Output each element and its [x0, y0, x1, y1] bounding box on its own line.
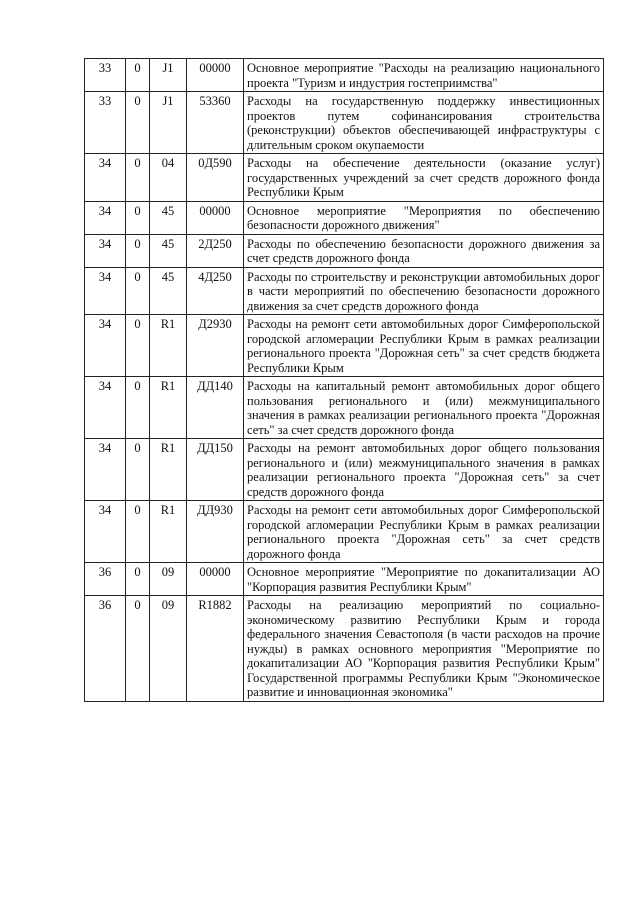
- subprogram-code-cell: 0: [126, 596, 150, 702]
- program-code-cell: 34: [85, 439, 126, 501]
- table-row: [85, 267, 604, 315]
- activity-code-cell: 45: [150, 234, 187, 267]
- activity-code-cell: J1: [150, 59, 187, 92]
- expense-code-cell: 00000: [187, 201, 244, 234]
- program-code-cell: 34: [85, 501, 126, 563]
- description-cell: Основное мероприятие "Мероприятие по докапитализации АО "Корпорация развития Республики Крым": [244, 563, 604, 596]
- program-code-cell: 34: [85, 377, 126, 439]
- expense-code-cell: ДД930: [187, 501, 244, 563]
- description-cell: Расходы на ремонт сети автомобильных дорог Симферопольской городской агломерации Республики Крым в рамках реализации регионального проекта "Дорожная сеть" за счет средств бюджета Республики Крым: [244, 315, 604, 377]
- subprogram-code-cell: 0: [126, 59, 150, 92]
- description-cell: Расходы на реализацию мероприятий по социально-экономическому развитию Республики Крым и города федерального значения Севастополя (в части расходов на прочие нужды) в рамках основного мероприятия "Мероприятие по докапитализации АО "Корпорация развития Республики Крым" Государственной программы Республики Крым "Экономическое развитие и инновационная экономика": [244, 596, 604, 702]
- program-code-cell: 34: [85, 154, 126, 202]
- expense-code-cell: Д2930: [187, 315, 244, 377]
- description-cell: Расходы на ремонт сети автомобильных дорог Симферопольской городской агломерации Республики Крым в рамках реализации регионального проекта "Дорожная сеть" за счет средств дорожного фонда: [244, 501, 604, 563]
- description-cell: Расходы на государственную поддержку инвестиционных проектов путем софинансирования строительства (реконструкции) объектов обеспечивающей инфраструктуры с длительным сроком окупаемости: [244, 92, 604, 154]
- subprogram-code-cell: 0: [126, 501, 150, 563]
- subprogram-code-cell: 0: [126, 201, 150, 234]
- table-row: [85, 201, 604, 234]
- activity-code-cell: R1: [150, 315, 187, 377]
- table-row: [85, 563, 604, 596]
- activity-code-cell: R1: [150, 377, 187, 439]
- subprogram-code-cell: 0: [126, 439, 150, 501]
- subprogram-code-cell: 0: [126, 377, 150, 439]
- description-cell: Расходы по обеспечению безопасности дорожного движения за счет средств дорожного фонда: [244, 234, 604, 267]
- table-row: [85, 92, 604, 154]
- program-code-cell: 34: [85, 315, 126, 377]
- table-row: [85, 154, 604, 202]
- activity-code-cell: 09: [150, 563, 187, 596]
- table-row: [85, 234, 604, 267]
- description-cell: Расходы по строительству и реконструкции автомобильных дорог в части мероприятий по обеспечению безопасности дорожного движения за счет средств дорожного фонда: [244, 267, 604, 315]
- program-code-cell: 33: [85, 59, 126, 92]
- table-row: [85, 596, 604, 702]
- activity-code-cell: J1: [150, 92, 187, 154]
- subprogram-code-cell: 0: [126, 563, 150, 596]
- program-code-cell: 33: [85, 92, 126, 154]
- table-row: [85, 377, 604, 439]
- expense-code-cell: ДД140: [187, 377, 244, 439]
- subprogram-code-cell: 0: [126, 267, 150, 315]
- table-row: [85, 59, 604, 92]
- expense-code-cell: 53360: [187, 92, 244, 154]
- program-code-cell: 34: [85, 201, 126, 234]
- description-cell: Основное мероприятие "Мероприятия по обеспечению безопасности дорожного движения": [244, 201, 604, 234]
- expense-code-cell: 0Д590: [187, 154, 244, 202]
- document-page: [84, 58, 604, 702]
- expense-code-cell: R1882: [187, 596, 244, 702]
- description-cell: Расходы на капитальный ремонт автомобильных дорог общего пользования регионального и (или) межмуниципального значения в рамках реализации регионального проекта "Дорожная сеть" за счет средств дорожного фонда: [244, 377, 604, 439]
- table-row: [85, 501, 604, 563]
- table-row: [85, 315, 604, 377]
- program-code-cell: 36: [85, 596, 126, 702]
- expense-code-cell: 4Д250: [187, 267, 244, 315]
- activity-code-cell: R1: [150, 439, 187, 501]
- expense-code-cell: ДД150: [187, 439, 244, 501]
- activity-code-cell: 45: [150, 201, 187, 234]
- expense-code-cell: 00000: [187, 563, 244, 596]
- activity-code-cell: R1: [150, 501, 187, 563]
- program-code-cell: 36: [85, 563, 126, 596]
- subprogram-code-cell: 0: [126, 234, 150, 267]
- description-cell: Основное мероприятие "Расходы на реализацию национального проекта "Туризм и индустрия гостеприимства": [244, 59, 604, 92]
- activity-code-cell: 09: [150, 596, 187, 702]
- program-code-cell: 34: [85, 267, 126, 315]
- subprogram-code-cell: 0: [126, 154, 150, 202]
- subprogram-code-cell: 0: [126, 92, 150, 154]
- program-code-cell: 34: [85, 234, 126, 267]
- expense-code-cell: 00000: [187, 59, 244, 92]
- activity-code-cell: 45: [150, 267, 187, 315]
- description-cell: Расходы на обеспечение деятельности (оказание услуг) государственных учреждений за счет средств дорожного фонда Республики Крым: [244, 154, 604, 202]
- budget-classification-table: [84, 58, 604, 702]
- description-cell: Расходы на ремонт автомобильных дорог общего пользования регионального и (или) межмуниципального значения в рамках реализации регионального проекта "Дорожная сеть" за счет средств дорожного фонда: [244, 439, 604, 501]
- expense-code-cell: 2Д250: [187, 234, 244, 267]
- table-row: [85, 439, 604, 501]
- activity-code-cell: 04: [150, 154, 187, 202]
- subprogram-code-cell: 0: [126, 315, 150, 377]
